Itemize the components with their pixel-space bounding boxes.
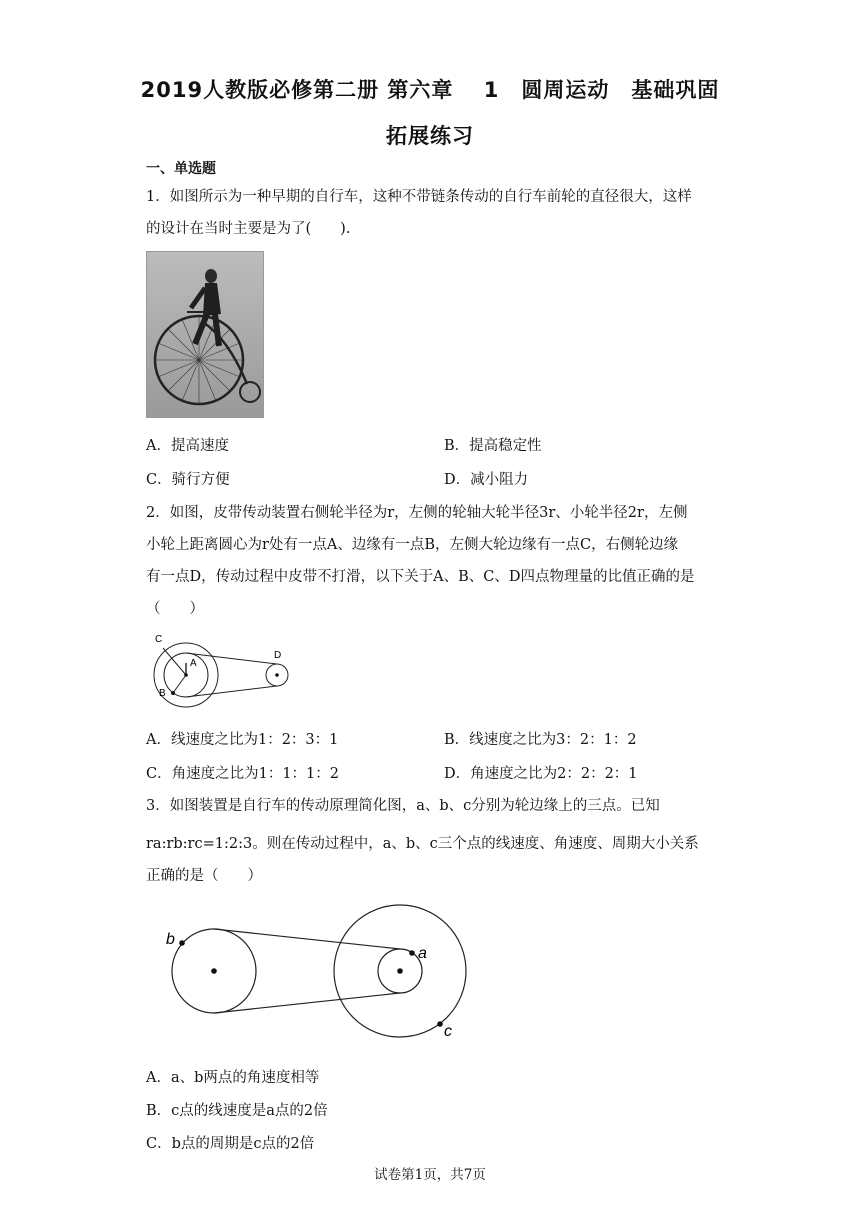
question-2-option-a[interactable]: A．线速度之比为1：2：3：1 xyxy=(146,732,339,748)
question-3-option-c[interactable]: C．b点的周期是c点的2倍 xyxy=(146,1136,315,1152)
page-footer: 试卷第1页，共7页 xyxy=(374,1167,486,1183)
question-2-line3: 有一点D，传动过程中皮带不打滑，以下关于A、B、C、D四点物理量的比值正确的是 xyxy=(146,569,695,585)
label-a: A xyxy=(190,658,197,669)
belt-drive-diagram xyxy=(146,628,296,708)
question-3-line1: 3．如图装置是自行车的传动原理简化图，a、b、c分别为轮边缘上的三点。已知 xyxy=(146,798,660,814)
page-title-line1: 2019人教版必修第二册 第六章 1 圆周运动 基础巩固 xyxy=(140,78,720,102)
belt-bottom xyxy=(186,686,277,697)
page-title-line2: 拓展练习 xyxy=(386,124,474,148)
question-1-line2: 的设计在当时主要是为了( ). xyxy=(146,221,351,237)
bicycle-transmission-diagram xyxy=(160,900,480,1045)
question-1-line1: 1．如图所示为一种早期的自行车，这种不带链条传动的自行车前轮的直径很大，这样 xyxy=(146,189,692,205)
penny-farthing-photo xyxy=(146,251,264,418)
question-1-option-b[interactable]: B．提高稳定性 xyxy=(444,438,542,454)
label-b: B xyxy=(159,688,166,699)
question-2-option-d[interactable]: D．角速度之比为2：2：2：1 xyxy=(444,766,638,782)
question-3-option-b[interactable]: B．c点的线速度是a点的2倍 xyxy=(146,1103,328,1119)
question-1-option-d[interactable]: D．减小阻力 xyxy=(444,472,529,488)
penny-farthing-illustration xyxy=(147,252,263,417)
label-c: C xyxy=(155,634,163,645)
section-heading: 一、单选题 xyxy=(146,161,216,177)
label-c: c xyxy=(444,1023,452,1040)
question-2-line2: 小轮上距离圆心为r处有一点A、边缘有一点B，左侧大轮边缘有一点C，右侧轮边缘 xyxy=(146,537,679,553)
question-3-line3: 正确的是（ ） xyxy=(146,868,262,884)
question-3-option-a[interactable]: A．a、b两点的角速度相等 xyxy=(146,1070,320,1086)
question-1-option-c[interactable]: C．骑行方便 xyxy=(146,472,230,488)
question-3-line2: ra:rb:rc=1:2:3。则在传动过程中，a、b、c三个点的线速度、角速度、周期大小关系 xyxy=(146,836,699,852)
question-2-option-b[interactable]: B．线速度之比为3：2：1：2 xyxy=(444,732,637,748)
belt-top xyxy=(186,653,277,664)
question-1-option-a[interactable]: A．提高速度 xyxy=(146,438,229,454)
question-1-stem xyxy=(146,181,726,245)
question-3-stem xyxy=(146,790,726,892)
label-d: D xyxy=(274,650,282,661)
question-2-option-c[interactable]: C．角速度之比为1：1：1：2 xyxy=(146,766,339,782)
question-2-line4: （ ） xyxy=(146,601,204,617)
label-a: a xyxy=(418,945,427,962)
question-2-line1: 2．如图，皮带传动装置右侧轮半径为r，左侧的轮轴大轮半径3r、小轮半径2r，左侧 xyxy=(146,505,688,521)
label-b: b xyxy=(166,931,175,948)
question-2-stem xyxy=(146,497,726,625)
